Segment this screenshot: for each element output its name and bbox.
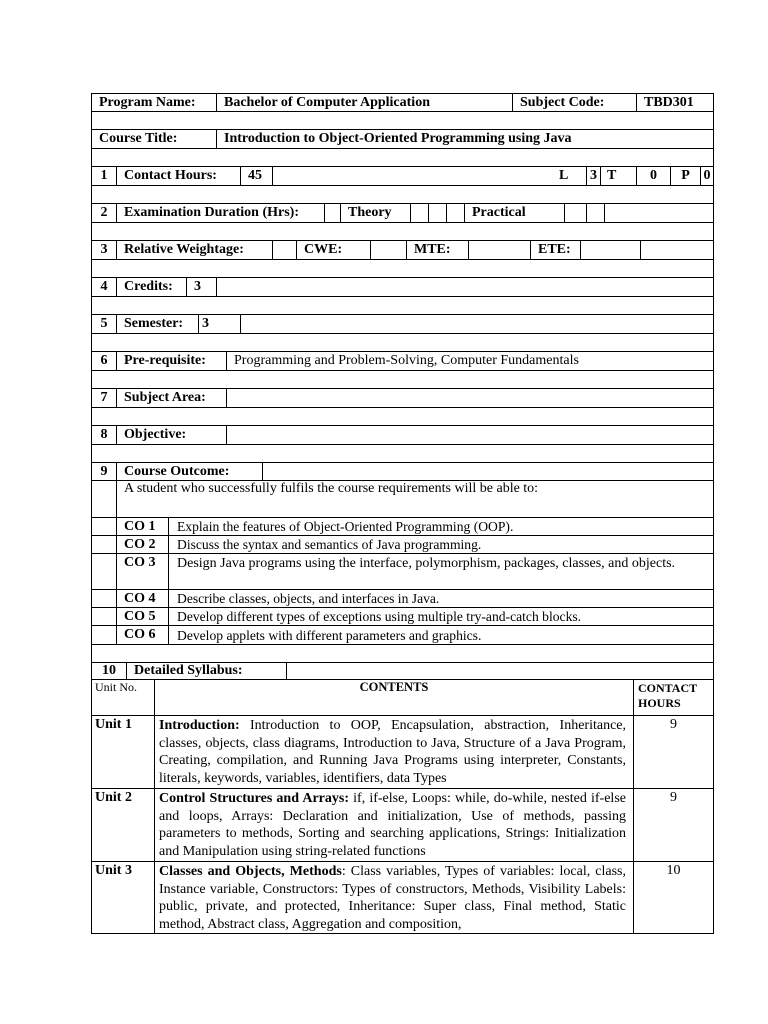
program-row bbox=[91, 93, 714, 112]
unit-title: Classes and Objects, Methods bbox=[159, 864, 342, 879]
credits-label: Credits: bbox=[116, 278, 186, 296]
blank-cell bbox=[272, 241, 296, 259]
unit-number: Unit 3 bbox=[95, 863, 132, 878]
outcome-intro-row bbox=[91, 481, 714, 518]
subject-area-label: Subject Area: bbox=[116, 389, 226, 407]
course-sheet bbox=[91, 93, 714, 934]
semester-row bbox=[91, 315, 714, 334]
course-title-label: Course Title: bbox=[99, 131, 178, 146]
unit-contents bbox=[154, 789, 633, 861]
unit-contents bbox=[154, 716, 633, 788]
spacer-row bbox=[91, 186, 714, 204]
blank-cell bbox=[580, 241, 640, 259]
unit-text: if, if-else, Loops: while, do-while, nested if-else and loops, Arrays: Declaration and initialization, Use of methods, passing parameters to methods, Sorting and searching applications, Strings: Initialization and Manipulation using string-related functions bbox=[159, 791, 626, 859]
item-number: 10 bbox=[102, 663, 116, 678]
unit-hours: 10 bbox=[633, 862, 713, 933]
tutorial-label: T bbox=[600, 167, 636, 185]
blank-cell bbox=[410, 204, 428, 222]
theory-label: Theory bbox=[340, 204, 410, 222]
lecture-label: L bbox=[559, 168, 569, 183]
spacer-row bbox=[91, 445, 714, 463]
item-number: 3 bbox=[100, 242, 108, 257]
item-number: 1 bbox=[100, 168, 108, 183]
item-number: 4 bbox=[100, 279, 108, 294]
item-number: 8 bbox=[100, 427, 108, 442]
course-title-row bbox=[91, 130, 714, 149]
item-number: 2 bbox=[100, 205, 108, 220]
prerequisite-row bbox=[91, 352, 714, 371]
unit-row bbox=[91, 716, 714, 789]
contact-hours-value: 45 bbox=[240, 167, 272, 185]
co-code: CO 2 bbox=[116, 536, 168, 553]
subject-code-value: TBD301 bbox=[636, 94, 713, 111]
objective-row bbox=[91, 426, 714, 445]
practical-label: Practical bbox=[464, 204, 564, 222]
program-value: Bachelor of Computer Application bbox=[216, 94, 512, 111]
blank-cell bbox=[564, 204, 586, 222]
contact-hours-row bbox=[91, 167, 714, 186]
unit-text: Introduction to OOP, Encapsulation, abstraction, Inheritance, classes, objects, class diagrams, Introduction to Java, Structure of a Java Program, Creating, compilation, and Running Java Programs using interpreter, Constants, literals, keywords, variables, identifiers, data Types bbox=[159, 718, 626, 786]
contact-hours-label: Contact Hours: bbox=[116, 167, 240, 185]
weightage-label: Relative Weightage: bbox=[116, 241, 272, 259]
blank-cell bbox=[226, 389, 713, 407]
contents-header: CONTENTS bbox=[154, 680, 633, 715]
blank-cell bbox=[226, 426, 713, 444]
co-text: Develop different types of exceptions using multiple try-and-catch blocks. bbox=[168, 608, 713, 625]
syllabus-row bbox=[91, 663, 714, 680]
co-text: Design Java programs using the interface, polymorphism, packages, classes, and objects. bbox=[168, 554, 713, 589]
spacer-row bbox=[91, 297, 714, 315]
co-row bbox=[91, 608, 714, 626]
item-number: 9 bbox=[100, 463, 108, 479]
co-row bbox=[91, 590, 714, 608]
syllabus-label: Detailed Syllabus: bbox=[126, 663, 286, 679]
outcome-intro: A student who successfully fulfils the course requirements will be able to: bbox=[116, 481, 713, 517]
co-code: CO 6 bbox=[116, 626, 168, 644]
blank-cell bbox=[240, 315, 713, 333]
course-outcome-label: Course Outcome: bbox=[116, 463, 262, 480]
spacer-row bbox=[91, 149, 714, 167]
semester-label: Semester: bbox=[116, 315, 198, 333]
unit-number: Unit 1 bbox=[95, 717, 132, 732]
unit-title: Introduction: bbox=[159, 718, 240, 733]
weightage-row bbox=[91, 241, 714, 260]
unit-title: Control Structures and Arrays: bbox=[159, 791, 349, 806]
co-row bbox=[91, 536, 714, 554]
subject-area-row bbox=[91, 389, 714, 408]
semester-value: 3 bbox=[198, 315, 240, 333]
prerequisite-label: Pre-requisite: bbox=[116, 352, 226, 370]
blank-cell bbox=[262, 463, 713, 480]
blank-cell bbox=[272, 167, 552, 185]
exam-duration-label: Examination Duration (Hrs): bbox=[116, 204, 324, 222]
blank-cell bbox=[468, 241, 530, 259]
co-text: Develop applets with different parameters and graphics. bbox=[168, 626, 713, 644]
unit-hours: 9 bbox=[633, 789, 713, 861]
unit-row bbox=[91, 862, 714, 934]
prerequisite-value: Programming and Problem-Solving, Computer Fundamentals bbox=[226, 352, 713, 370]
practical-label: P bbox=[670, 167, 700, 185]
blank-cell bbox=[324, 204, 340, 222]
syllabus-header-row bbox=[91, 680, 714, 716]
blank-cell bbox=[370, 241, 406, 259]
co-row bbox=[91, 626, 714, 645]
unit-number: Unit 2 bbox=[95, 790, 132, 805]
objective-label: Objective: bbox=[116, 426, 226, 444]
practical-value: 0 bbox=[700, 167, 713, 185]
spacer-row bbox=[91, 645, 714, 663]
ete-label: ETE: bbox=[530, 241, 580, 259]
unit-text: : Class variables, Types of variables: local, class, Instance variable, Constructors: Types of constructors, Methods, Visibility Labels: public, private, and protected, Inheritance: Super class, Final method, Static method, Abstract class, Aggregation and composition, bbox=[159, 864, 626, 932]
blank-cell bbox=[640, 241, 713, 259]
spacer-row bbox=[91, 112, 714, 130]
co-text: Describe classes, objects, and interfaces in Java. bbox=[168, 590, 713, 607]
lecture-value: 3 bbox=[586, 167, 600, 185]
item-number: 7 bbox=[100, 390, 108, 405]
credits-row bbox=[91, 278, 714, 297]
co-row bbox=[91, 554, 714, 590]
blank-cell bbox=[604, 204, 713, 222]
unit-contents bbox=[154, 862, 633, 933]
blank-cell bbox=[446, 204, 464, 222]
subject-code-label: Subject Code: bbox=[512, 94, 636, 111]
co-row bbox=[91, 518, 714, 536]
cwe-label: CWE: bbox=[296, 241, 370, 259]
spacer-row bbox=[91, 334, 714, 352]
exam-duration-row bbox=[91, 204, 714, 223]
mte-label: MTE: bbox=[406, 241, 468, 259]
blank-cell bbox=[286, 663, 713, 679]
item-number: 5 bbox=[100, 316, 108, 331]
item-number: 6 bbox=[100, 353, 108, 368]
course-title-value: Introduction to Object-Oriented Programming using Java bbox=[216, 130, 713, 148]
co-code: CO 1 bbox=[116, 518, 168, 535]
course-outcome-row bbox=[91, 463, 714, 481]
co-code: CO 3 bbox=[116, 554, 168, 589]
credits-value: 3 bbox=[186, 278, 216, 296]
unit-hours: 9 bbox=[633, 716, 713, 788]
co-text: Explain the features of Object-Oriented Programming (OOP). bbox=[168, 518, 713, 535]
co-code: CO 5 bbox=[116, 608, 168, 625]
co-text: Discuss the syntax and semantics of Java programming. bbox=[168, 536, 713, 553]
spacer-row bbox=[91, 223, 714, 241]
blank-cell bbox=[428, 204, 446, 222]
spacer-row bbox=[91, 408, 714, 426]
tutorial-value: 0 bbox=[636, 167, 670, 185]
co-code: CO 4 bbox=[116, 590, 168, 607]
contact-hours-header: CONTACT HOURS bbox=[633, 680, 713, 715]
program-label: Program Name: bbox=[99, 94, 196, 110]
spacer-row bbox=[91, 260, 714, 278]
blank-cell bbox=[586, 204, 604, 222]
blank-cell bbox=[216, 278, 713, 296]
spacer-row bbox=[91, 371, 714, 389]
unit-row bbox=[91, 789, 714, 862]
unit-no-header: Unit No. bbox=[95, 680, 137, 694]
